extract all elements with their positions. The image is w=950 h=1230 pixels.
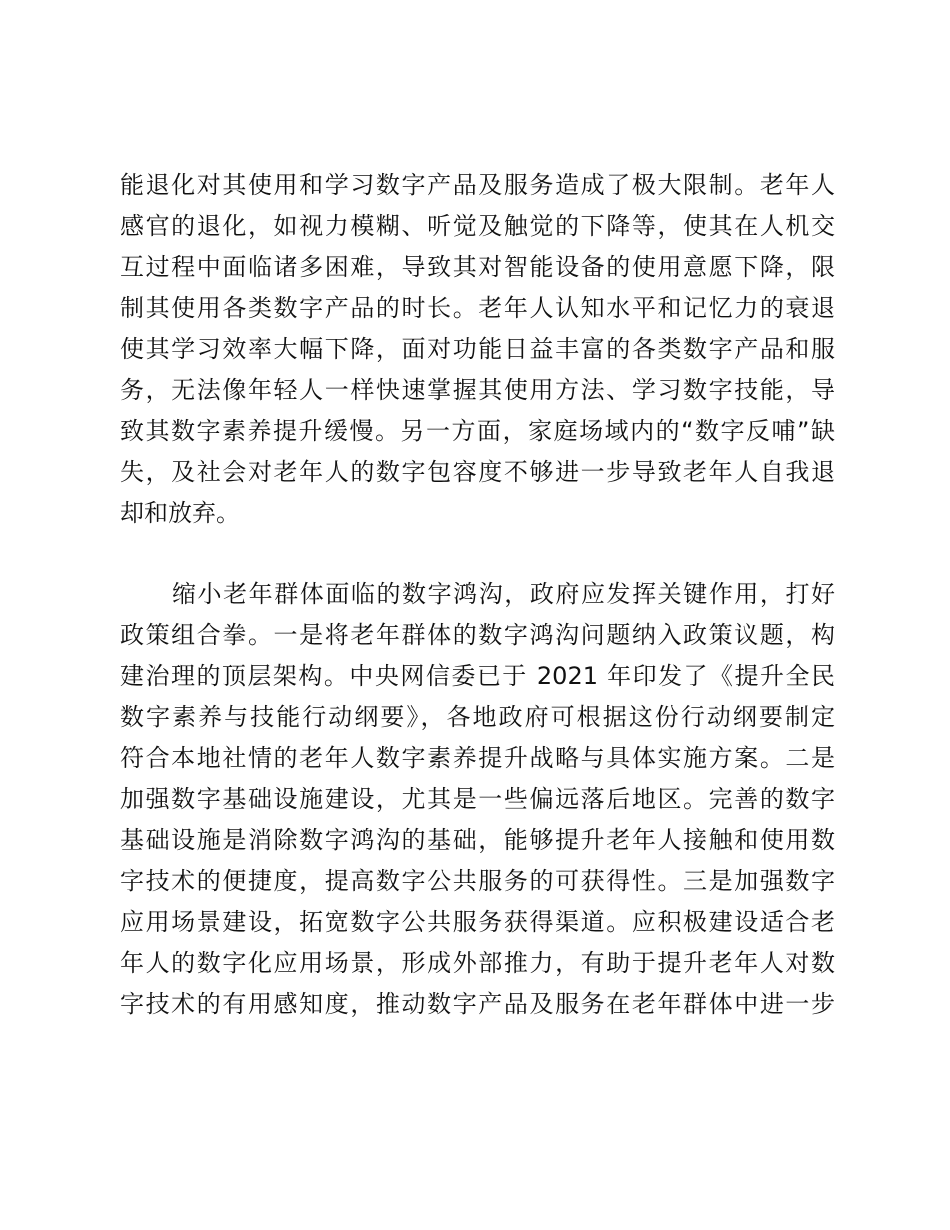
text-line: 务，无法像年轻人一样快速掌握其使用方法、学习数字技能，导 — [120, 376, 835, 404]
text-line: 政策组合拳。一是将老年群体的数字鸿沟问题纳入政策议题，构 — [120, 621, 835, 649]
text-line: 字技术的有用感知度，推动数字产品及服务在老年群体中进一步 — [120, 990, 835, 1018]
text-line: 感官的退化，如视力模糊、听觉及触觉的下降等，使其在人机交 — [120, 212, 835, 240]
text-line: 年人的数字化应用场景，形成外部推力，有助于提升老年人对数 — [120, 949, 835, 977]
text-line: 缩小老年群体面临的数字鸿沟，政府应发挥关键作用，打好 — [172, 580, 835, 608]
text-line: 加强数字基础设施建设，尤其是一些偏远落后地区。完善的数字 — [120, 785, 835, 813]
text-line: 互过程中面临诸多困难，导致其对智能设备的使用意愿下降，限 — [120, 253, 835, 281]
text-line: 致其数字素养提升缓慢。另一方面，家庭场域内的“数字反哺”缺 — [120, 417, 835, 445]
text-line: 使其学习效率大幅下降，面对功能日益丰富的各类数字产品和服 — [120, 335, 835, 363]
text-line: 制其使用各类数字产品的时长。老年人认知水平和记忆力的衰退 — [120, 294, 835, 322]
text-line: 基础设施是消除数字鸿沟的基础，能够提升老年人接触和使用数 — [120, 826, 835, 854]
text-line: 失，及社会对老年人的数字包容度不够进一步导致老年人自我退 — [120, 458, 835, 486]
text-line: 能退化对其使用和学习数字产品及服务造成了极大限制。老年人 — [120, 171, 835, 199]
text-line: 数字素养与技能行动纲要》，各地政府可根据这份行动纲要制定 — [120, 703, 835, 731]
paragraph-2 — [120, 574, 835, 1025]
text-line: 应用场景建设，拓宽数字公共服务获得渠道。应积极建设适合老 — [120, 908, 835, 936]
text-line: 却和放弃。 — [120, 499, 240, 527]
text-line: 建治理的顶层架构。中央网信委已于 2021 年印发了《提升全民 — [120, 662, 835, 690]
paragraph-1 — [120, 165, 835, 534]
text-line: 字技术的便捷度，提高数字公共服务的可获得性。三是加强数字 — [120, 867, 835, 895]
text-line: 符合本地社情的老年人数字素养提升战略与具体实施方案。二是 — [120, 744, 835, 772]
